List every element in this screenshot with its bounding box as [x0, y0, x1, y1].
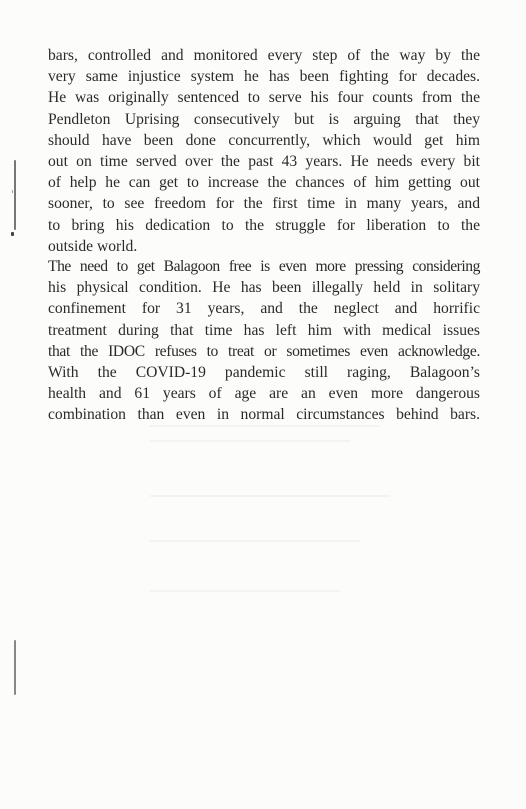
text-line: out on time served over the past 43 years. He needs every bit — [48, 152, 480, 170]
text-line: Pendleton Uprising consecutively but is arguing that they — [48, 110, 480, 128]
paragraph-1 — [48, 45, 480, 257]
text-line: combination than even in normal circumstances behind bars. — [48, 406, 480, 424]
bleed-through-mark — [150, 495, 390, 497]
text-line: should have been done concurrently, which would get him — [48, 131, 480, 149]
binding-mark — [14, 160, 16, 230]
binding-mark — [14, 640, 16, 695]
text-line: bars, controlled and monitored every step of the way by the — [48, 47, 480, 64]
binding-mark — [11, 232, 14, 236]
text-line: confinement for 31 years, and the neglect and horrific — [48, 300, 480, 318]
paragraph-2 — [48, 256, 480, 426]
bleed-through-mark — [150, 590, 340, 592]
bleed-through-mark — [150, 540, 360, 542]
text-line: sooner, to see freedom for the first time in many years, and — [48, 195, 480, 213]
text-line: health and 61 years of age are an even more dangerous — [48, 385, 480, 403]
text-line: He was originally sentenced to serve his four counts from the — [48, 89, 480, 107]
text-line: treatment during that time has left him with medical issues — [48, 321, 480, 339]
text-line: of help he can get to increase the chances of him getting out — [48, 174, 480, 192]
text-line: that the IDOC refuses to treat or sometimes even acknowledge. — [48, 342, 480, 360]
text-line: his physical condition. He has been illegally held in solitary — [48, 279, 480, 297]
binding-mark — [12, 190, 13, 193]
text-line: With the COVID-19 pandemic still raging, Balagoon’s — [48, 363, 480, 381]
text-line: The need to get Balagoon free is even more pressing considering — [48, 258, 480, 275]
text-line: outside world. — [48, 237, 138, 255]
bleed-through-mark — [150, 440, 350, 442]
text-line: very same injustice system he has been fighting for decades. — [48, 68, 480, 86]
text-line: to bring his dedication to the struggle for liberation to the — [48, 216, 480, 234]
